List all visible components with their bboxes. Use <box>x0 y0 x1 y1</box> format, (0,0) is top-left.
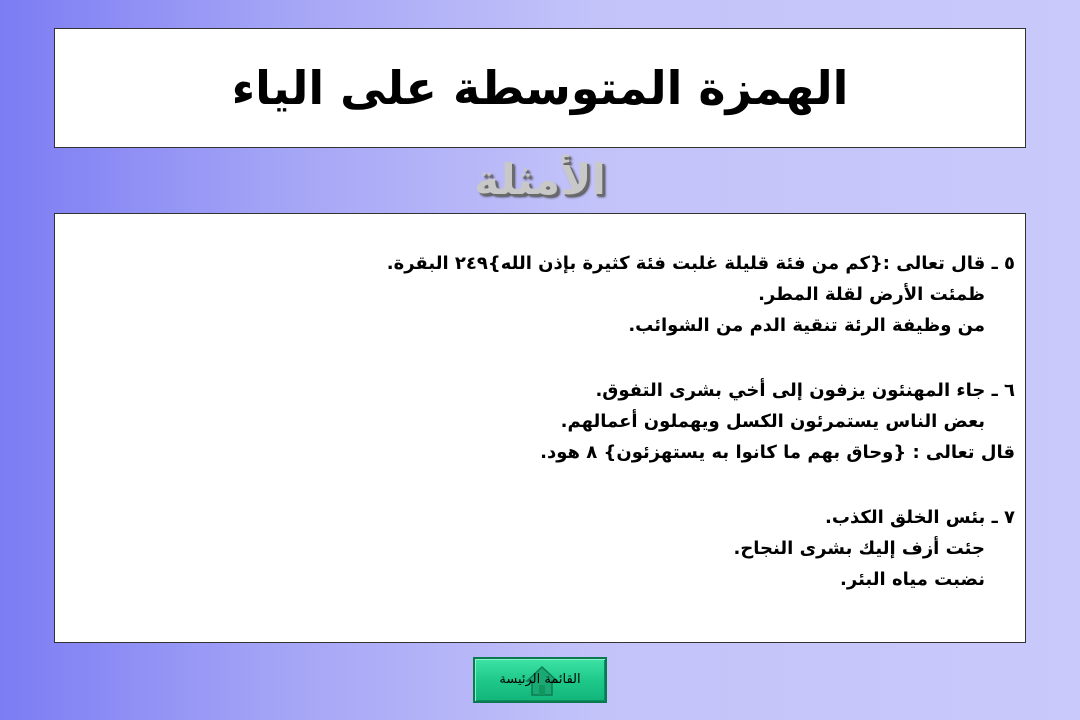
examples-box <box>54 213 1026 643</box>
main-menu-label: القائمة الرئيسة <box>499 672 581 687</box>
main-menu-button[interactable] <box>473 657 607 703</box>
title-box <box>54 28 1026 148</box>
example-line: من وظيفة الرئة تنقية الدم من الشوائب. <box>628 315 985 336</box>
examples-list <box>387 248 1015 595</box>
example-line: ظمئت الأرض لقلة المطر. <box>758 284 985 305</box>
example-line: نضبت مياه البئر. <box>840 569 985 590</box>
slide-title: الهمزة المتوسطة على الياء <box>231 61 849 115</box>
example-line: ٥ ـ قال تعالى :{كم من فئة قليلة غلبت فئة كثيرة بإذن الله}٢٤٩ البقرة. <box>386 253 1015 274</box>
example-line: ٦ ـ جاء المهنئون يزفون إلى أخي بشرى التفوق. <box>595 380 1015 401</box>
example-line: ٧ ـ بئس الخلق الكذب. <box>825 507 1015 528</box>
examples-heading: الأمثلة <box>474 155 606 204</box>
example-line: جئت أزف إليك بشرى النجاح. <box>733 538 985 559</box>
example-line: بعض الناس يستمرئون الكسل ويهملون أعمالهم. <box>560 411 985 432</box>
example-line: قال تعالى : {وحاق بهم ما كانوا به يستهزئون} ٨ هود. <box>540 442 1015 463</box>
